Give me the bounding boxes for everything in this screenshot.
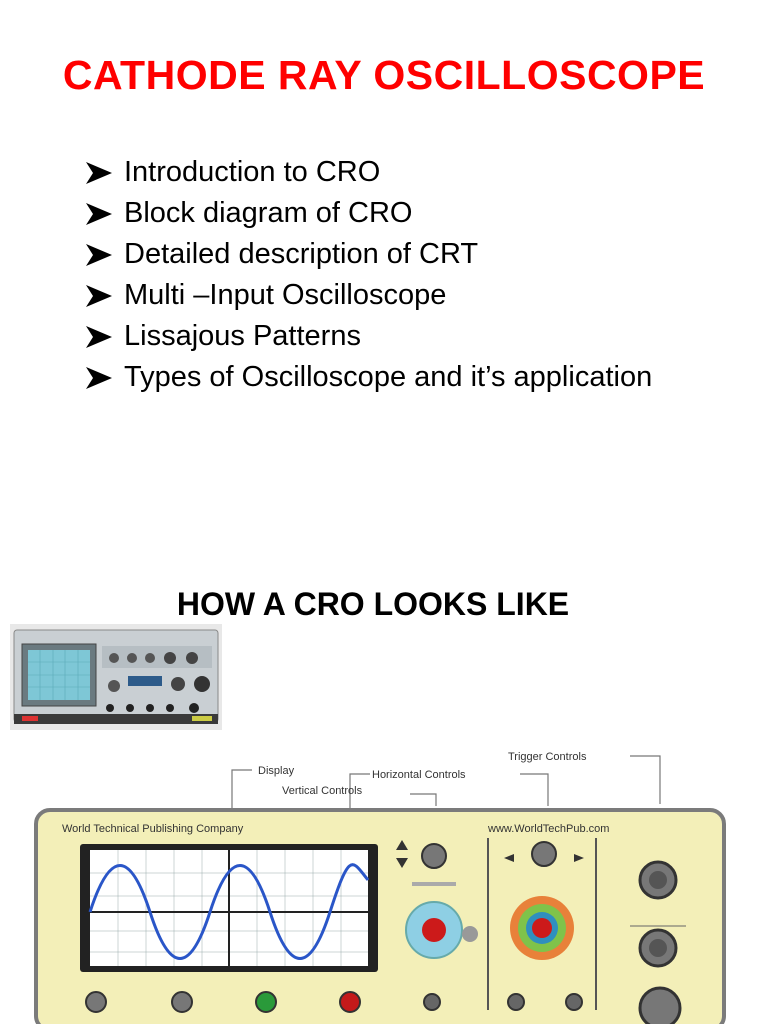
list-item-text: Detailed description of CRT (124, 238, 479, 270)
list-item-text: Types of Oscilloscope and it’s application (124, 361, 653, 393)
list-item (86, 316, 652, 357)
company-name: World Technical Publishing Company (62, 823, 244, 835)
horizontal-controls-label: Horizontal Controls (372, 769, 466, 781)
display-label: Display (258, 765, 295, 777)
trigger-controls-label: Trigger Controls (508, 751, 587, 763)
list-item-text: Lissajous Patterns (124, 320, 361, 352)
page-title: CATHODE RAY OSCILLOSCOPE (62, 52, 706, 98)
arrow-bullet-icon (86, 203, 114, 225)
arrow-bullet-icon (86, 244, 114, 266)
arrow-bullet-icon (86, 326, 114, 348)
vertical-controls-label: Vertical Controls (282, 785, 363, 797)
arrow-bullet-icon (86, 367, 114, 389)
topic-list (86, 152, 652, 398)
website-url: www.WorldTechPub.com (488, 823, 610, 835)
list-item-text: Introduction to CRO (124, 156, 381, 188)
list-item (86, 234, 652, 275)
list-item (86, 193, 652, 234)
list-item-text: Multi –Input Oscilloscope (124, 279, 447, 311)
oscilloscope-diagram (0, 740, 768, 1024)
arrow-bullet-icon (86, 162, 114, 184)
list-item (86, 275, 652, 316)
list-item-text: Block diagram of CRO (124, 197, 413, 229)
oscilloscope-photo (10, 624, 222, 730)
arrow-bullet-icon (86, 285, 114, 307)
section-heading: HOW A CRO LOOKS LIKE (176, 586, 570, 622)
list-item (86, 152, 652, 193)
list-item (86, 357, 652, 398)
